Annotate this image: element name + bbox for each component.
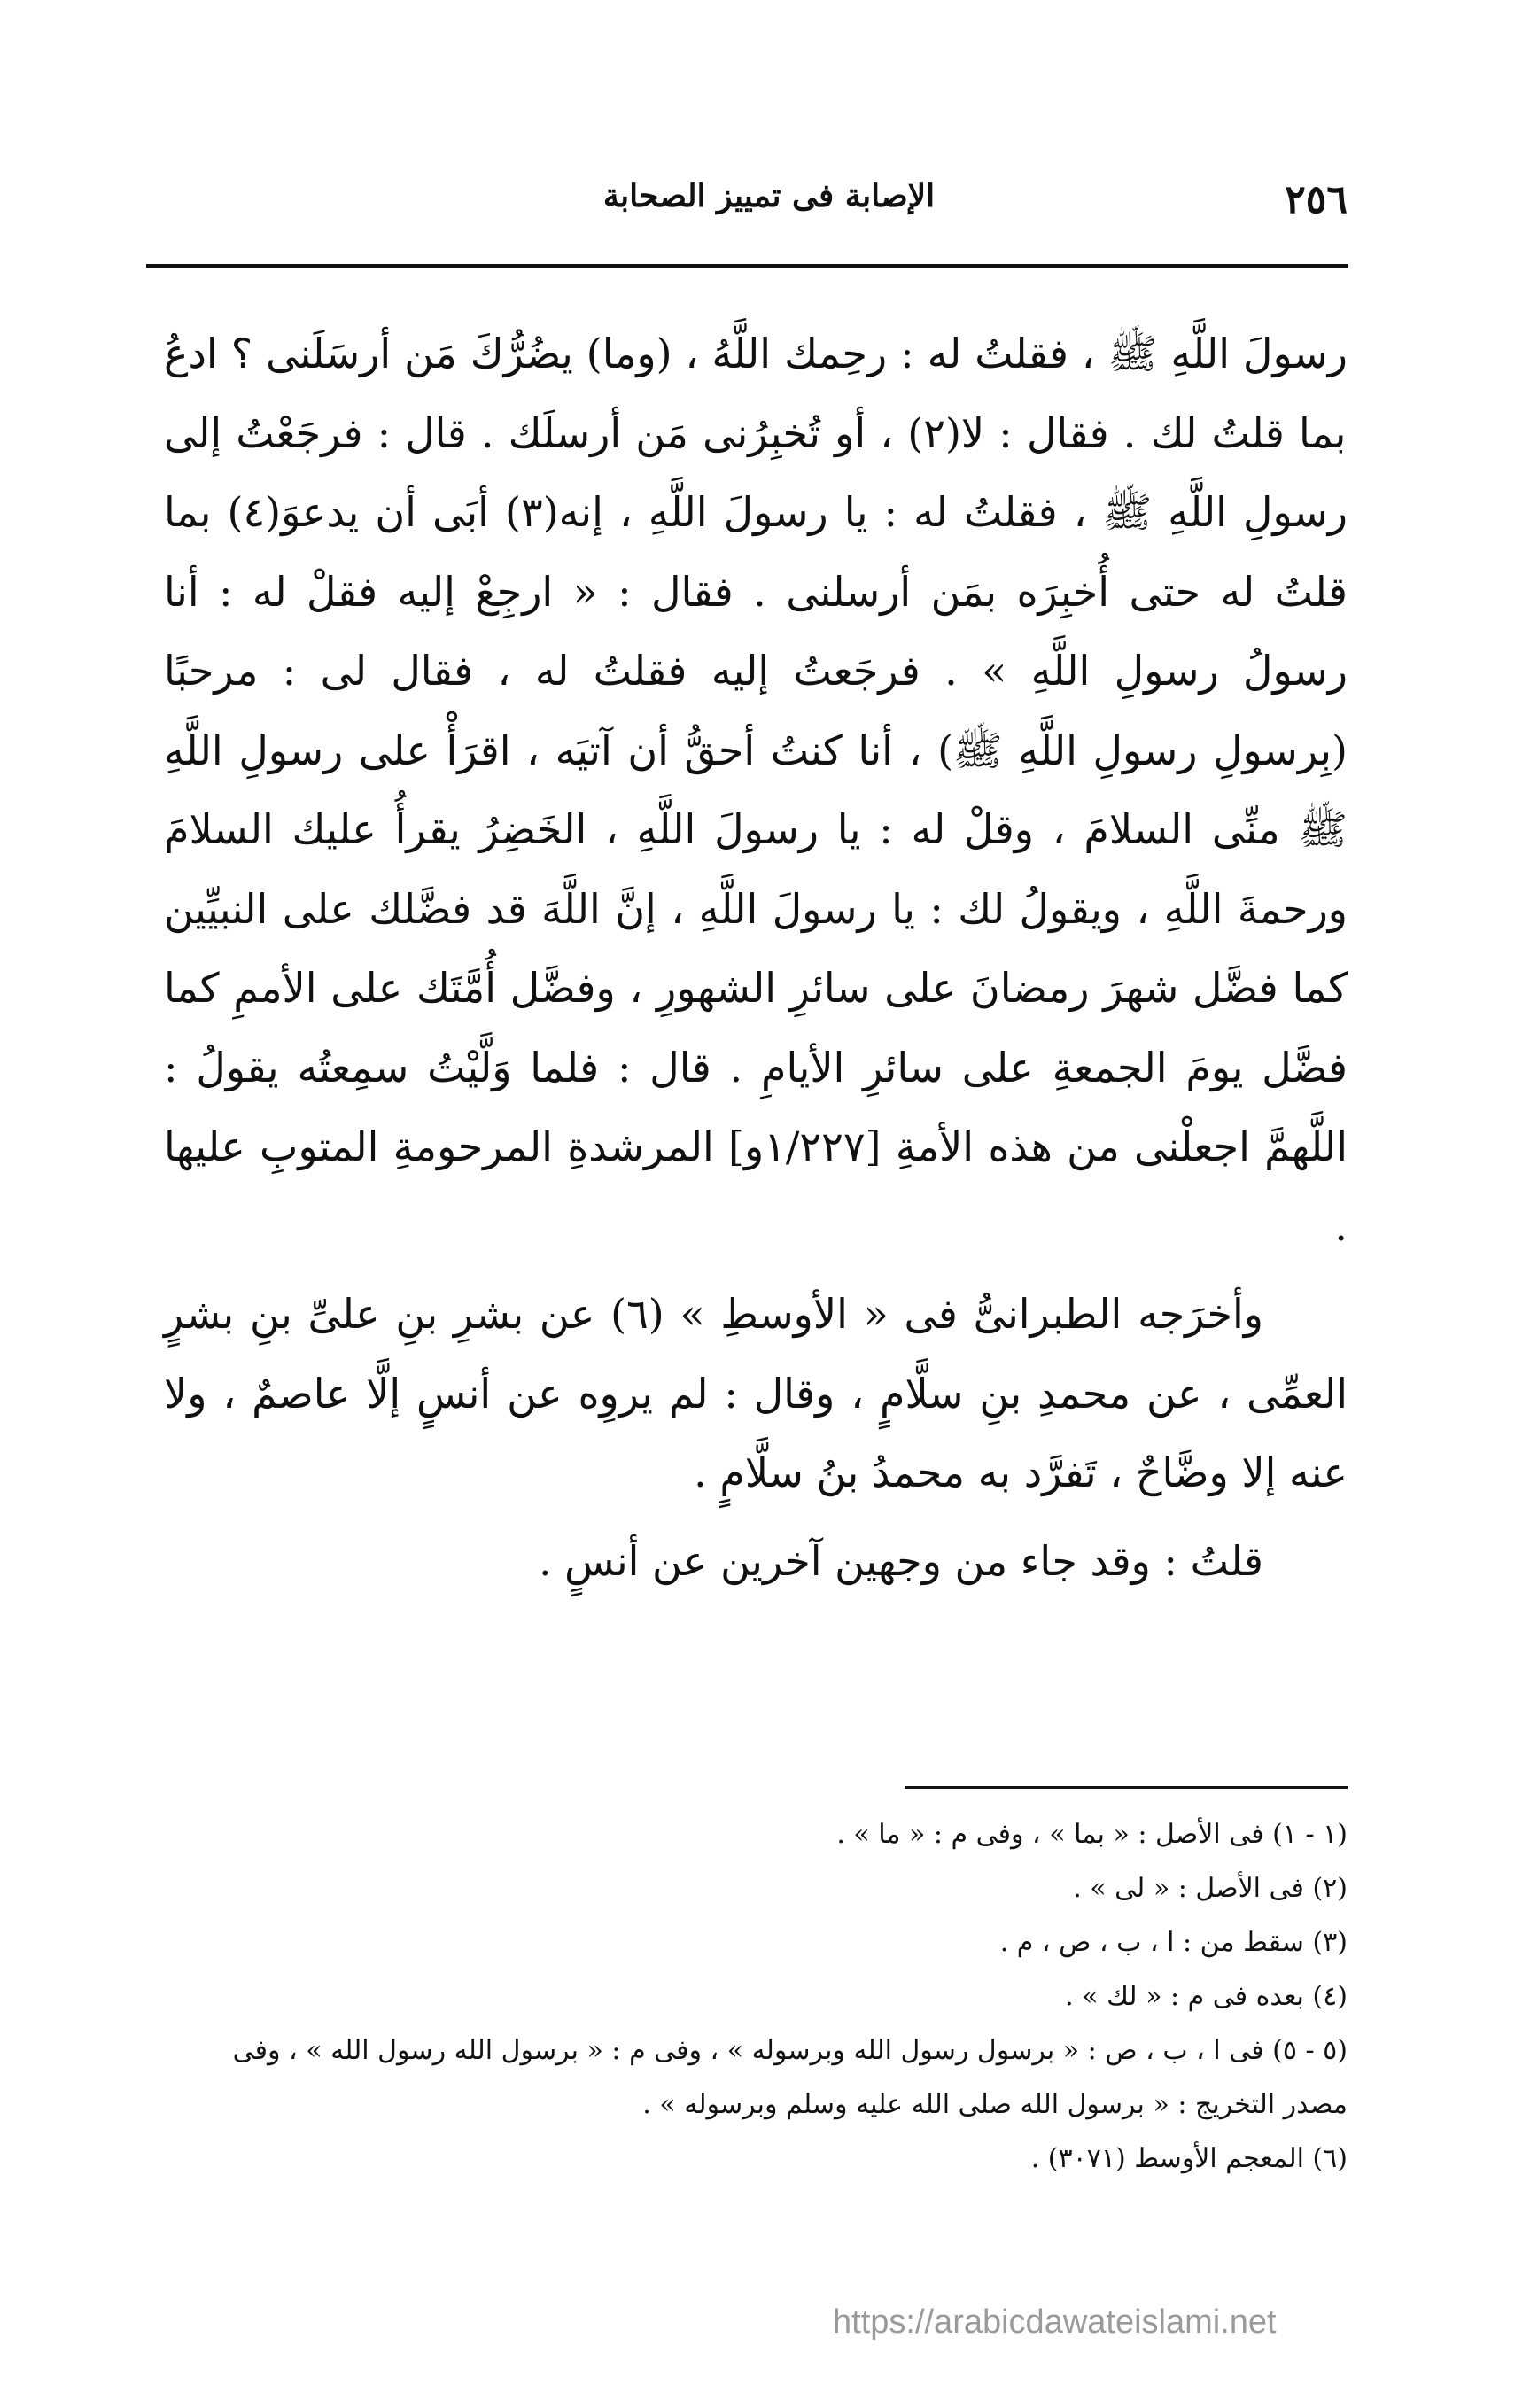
text-line: عليها . xyxy=(164,1122,1348,1250)
text-line: رسولَ اللَّهِ ﷺ ، فقلتُ له : رحِمك اللَّهُ ، (وما) يضُرُّكَ مَن أرسَلَنى ؟ ادعُ بما xyxy=(164,330,1348,457)
footnote: مصدر التخريج : « برسول الله صلى الله عليه وسلم وبرسوله » . xyxy=(642,2089,1348,2120)
text-line: قلتُ لك . فقال : لا(٢) ، أو تُخبِرُنى مَن أرسلَك . قال : فرجَعْتُ إلى xyxy=(164,408,1285,457)
page-number: ٢٥٦ xyxy=(1285,177,1348,222)
footnote: (٦) المعجم الأوسط (٣٠٧١) . xyxy=(1030,2143,1348,2174)
text-line: حتى أُخبِرَه بمَن أرسلنى . فقال : « ارجِعْ إليه فقلْ له : أنا رسولُ رسولِ اللَّهِ » . xyxy=(164,567,1348,695)
text-line: فضَّلك على النبيِّين كما فضَّل شهرَ رمضانَ على سائرِ الشهورِ ، وفضَّل أُمَّتَك xyxy=(164,884,1348,1012)
main-text xyxy=(164,315,1348,1601)
paragraph-2 xyxy=(164,1275,1348,1513)
watermark-url: https://arabicdawateislami.net xyxy=(833,2303,1277,2341)
paragraph-3: قلتُ : وقد جاء من وجهين آخرين عن أنسٍ . xyxy=(538,1536,1263,1585)
text-line: الخَضِرُ يقرأُ عليك السلامَ ورحمةَ اللَّهِ ، ويقولُ لك : يا رسولَ اللَّهِ ، إنَّ اللَّهَ قد xyxy=(164,805,1348,933)
text-line: به محمدُ بنُ سلَّامٍ . xyxy=(694,1449,1012,1496)
footnote: (٥ - ٥) فى ا ، ب ، ص : « برسول رسول الله وبرسوله » ، وفى م : « برسول الله رسول الله » ، وفى xyxy=(232,2035,1348,2066)
footnote: (٤) بعده فى م : « لك » . xyxy=(1065,1981,1348,2012)
text-line: رسولِ اللَّهِ ﷺ ، فقلتُ له : يا رسولَ اللَّهِ ، إنه(٣) أبَى أن يدعوَ(٤) بما قلتُ له xyxy=(164,488,1348,616)
text-line: أحقُّ أن آتيَه ، اقرَأْ على رسولِ اللَّهِ ﷺ منِّى السلامَ ، وقلْ له : يا رسولَ اللَّهِ ، xyxy=(164,726,1348,853)
running-title: الإصابة فى تمييز الصحابة xyxy=(602,177,936,214)
footnote: (٣) سقط من : ا ، ب ، ص ، م . xyxy=(999,1927,1348,1958)
footnote: (٢) فى الأصل : « لى » . xyxy=(1073,1873,1348,1904)
header-rule xyxy=(146,264,1348,268)
text-line: محمدِ بنِ سلَّامٍ ، وقال : لم يروِه عن أنسٍ إلَّا عاصمٌ ، ولا عنه إلا وضَّاحٌ ، تَفرَّد xyxy=(164,1369,1348,1496)
footnote-rule xyxy=(905,1786,1348,1789)
text-line: يقولُ : اللَّهمَّ اجعلْنى من هذه الأمةِ [١/٢٢٧و] المرشدةِ المرحومةِ المتوبِ xyxy=(164,1043,1348,1170)
text-line: وأخرَجه الطبرانىُّ فى « الأوسطِ » (٦) عن بشرِ بنِ علىِّ بنِ بشرٍ العمِّى ، عن xyxy=(164,1290,1348,1418)
paragraph-1 xyxy=(164,315,1348,1266)
footnote: (١ - ١) فى الأصل : « بما » ، وفى م : « ما » . xyxy=(836,1819,1348,1850)
page-header xyxy=(190,177,1348,239)
footnotes xyxy=(177,1807,1348,2186)
text-line: فرجَعتُ إليه فقلتُ له ، فقال لى : مرحبًا (بِرسولِ رسولِ اللَّهِ ﷺ) ، أنا كنتُ xyxy=(164,647,1348,774)
text-line: على الأممِ كما فضَّل يومَ الجمعةِ على سائرِ الأيامِ . قال : فلما وَلَّيْتُ سمِعتُه xyxy=(164,964,1348,1091)
